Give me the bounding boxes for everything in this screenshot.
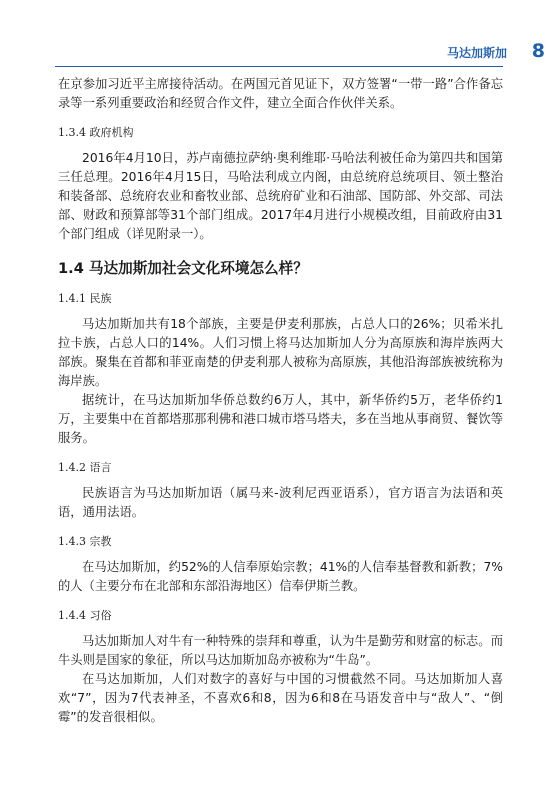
paragraph-overseas-chinese: 据统计，在马达加斯加华侨总数约6万人，其中，新华侨约5万，老华侨约1万，主要集中在首都塔那那利佛和港口城市塔马塔夫，多在当地从事商贸、餐饮等服务。	[58, 393, 503, 445]
paragraph-government: 2016年4月10日，苏卢南德拉萨纳·奥利维耶·马哈法利被任命为第四共和国第三任总理。2016年4月15日，马哈法利成立内阁，由总统府总统项目、领土整治和装备部、总统府农业和畜牧业部、总统府矿业和石油部、国防部、外交部、司法部、财政和预算部等31个部门组成。2017年4月进行小规模改组，目前政府由31个部门组成（详见附录一）。	[58, 151, 503, 241]
paragraph-customs-cattle: 马达加斯加人对牛有一种特殊的崇拜和尊重，认为牛是勤劳和财富的标志。而牛头则是国家的象征，所以马达加斯加岛亦被称为“牛岛”。	[58, 634, 503, 667]
subsection-heading-1-4-2: 1.4.2 语言	[58, 461, 112, 474]
paragraph-ethnic-groups: 马达加斯加共有18个部族，主要是伊麦利那族，占总人口的26%；贝希米扎拉卡族，占总人口的14%。人们习惯上将马达加斯加人分为高原族和海岸族两大部族。聚集在首都和菲亚南楚的伊麦利那人被称为高原族，其他沿海部族被统称为海岸族。	[58, 317, 503, 388]
page-body	[58, 75, 503, 727]
page-number: 8	[531, 40, 545, 62]
subsection-heading-1-4-1: 1.4.1 民族	[58, 292, 112, 305]
subsection-heading-1-4-3: 1.4.3 宗教	[58, 535, 112, 548]
header-rule	[55, 66, 503, 67]
paragraph-language: 民族语言为马达加斯加语（属马来-波利尼西亚语系），官方语言为法语和英语，通用法语。	[58, 486, 503, 519]
section-heading-1-4: 1.4 马达加斯加社会文化环境怎么样？	[58, 260, 308, 277]
intro-paragraph: 在京参加习近平主席接待活动。在两国元首见证下，双方签署“一带一路”合作备忘录等一系列重要政治和经贸合作文件，建立全面合作伙伴关系。	[58, 77, 503, 110]
paragraph-customs-numbers: 在马达加斯加，人们对数字的喜好与中国的习惯截然不同。马达加斯加人喜欢“7”，因为7代表神圣，不喜欢6和8，因为6和8在马语发音中与“敌人”、“倒霉”的发音很相似。	[58, 672, 503, 724]
running-header-title: 马达加斯加	[446, 46, 507, 60]
subsection-heading-1-3-4: 1.3.4 政府机构	[58, 126, 134, 139]
subsection-heading-1-4-4: 1.4.4 习俗	[58, 609, 112, 622]
paragraph-religion: 在马达加斯加，约52%的人信奉原始宗教；41%的人信奉基督教和新教；7%的人（主要分布在北部和东部沿海地区）信奉伊斯兰教。	[58, 560, 503, 593]
page-header	[0, 0, 559, 80]
